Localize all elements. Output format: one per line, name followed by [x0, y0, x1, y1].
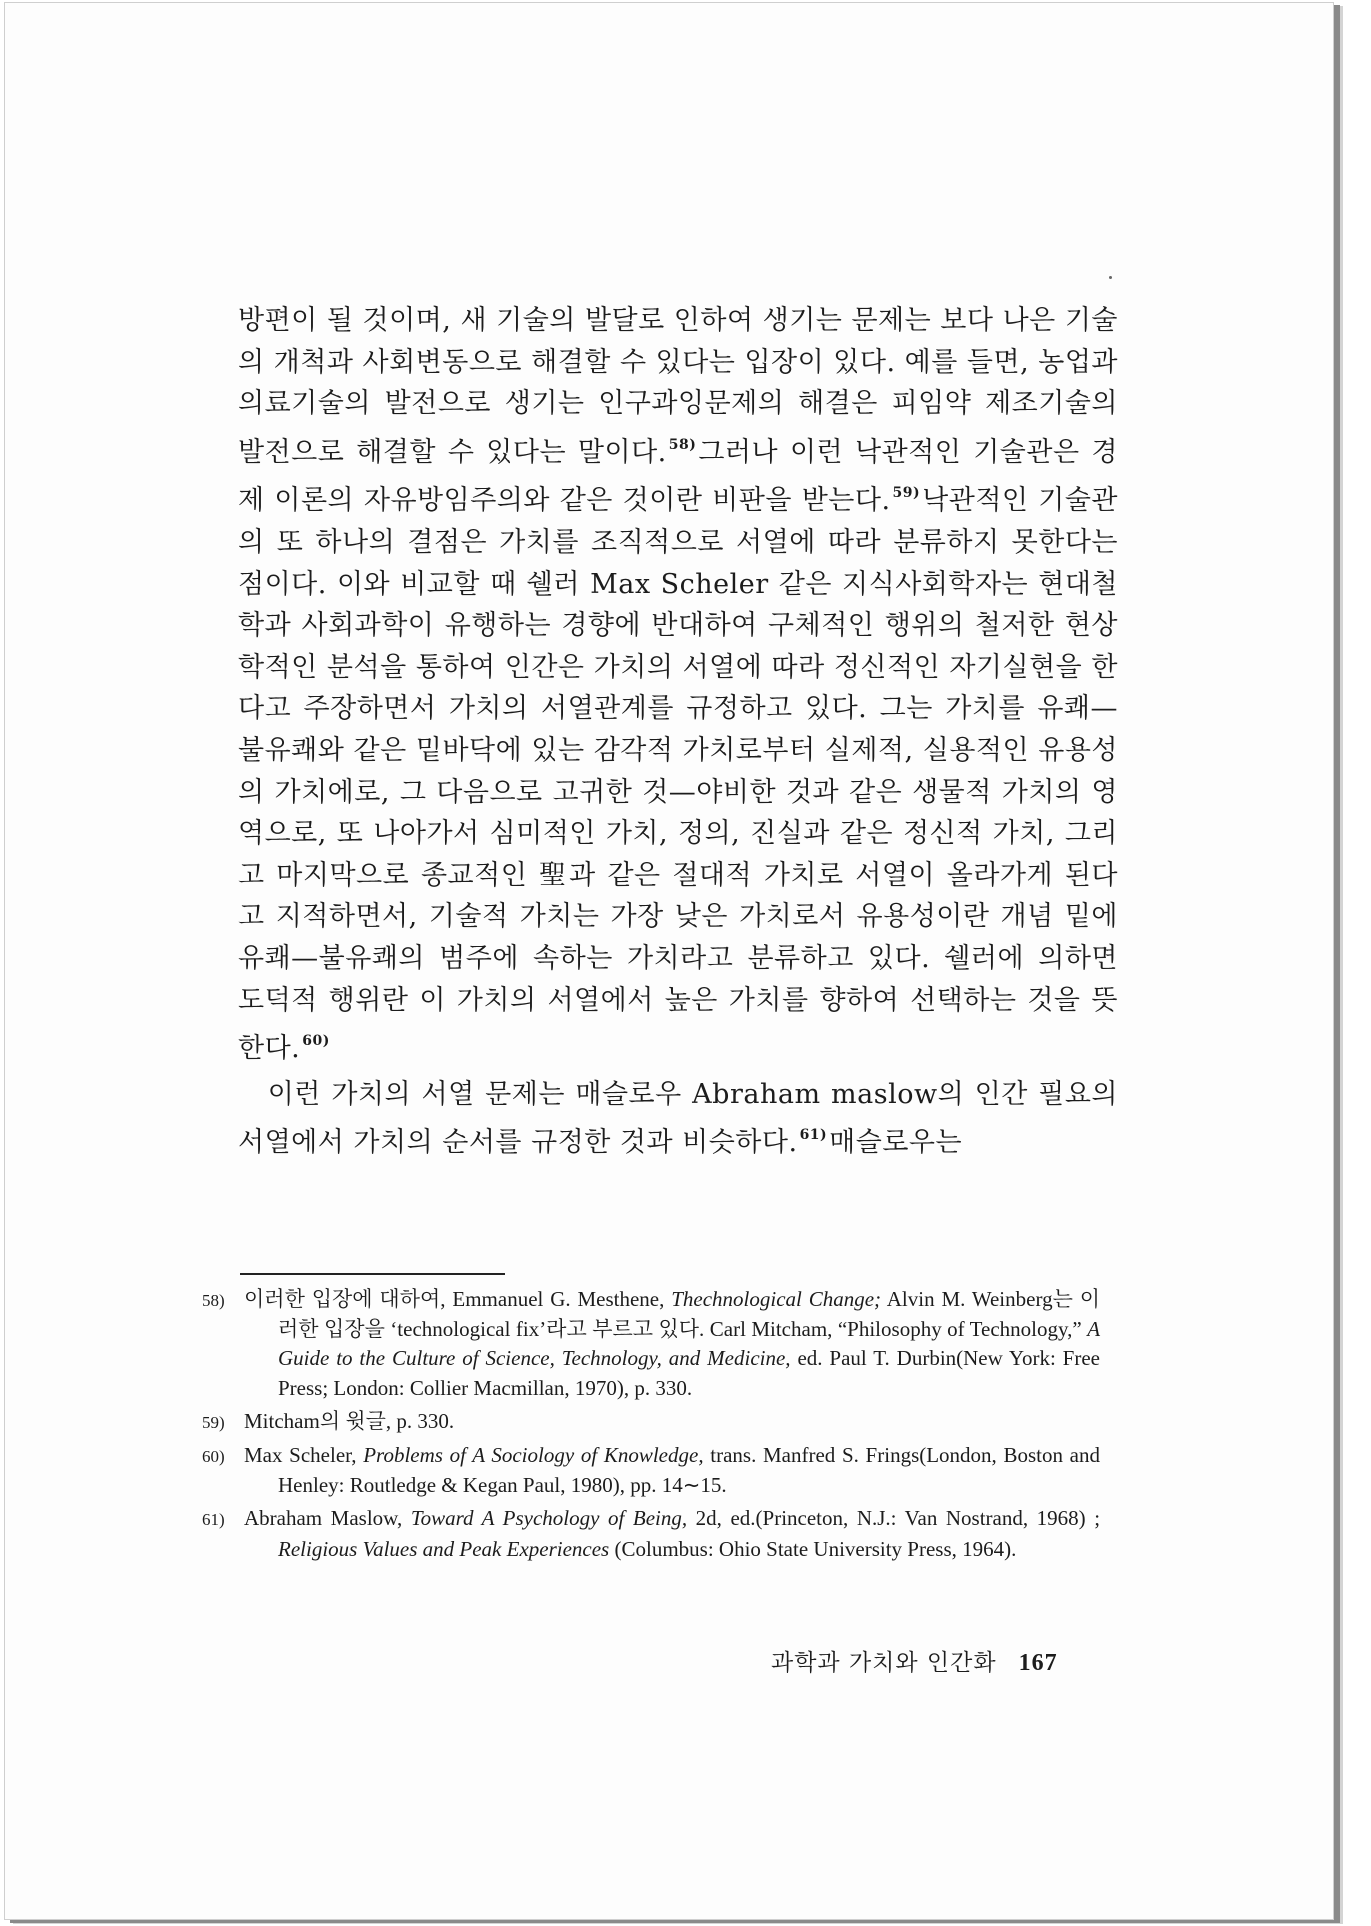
paragraph-2: 이런 가치의 서열 문제는 매슬로우 Abraham maslow의 인간 필요의 서열에서 가치의 순서를 규정한 것과 비슷하다. $^{61)}$매슬로우는 — [238, 1078, 1118, 1159]
scan-speck — [1109, 276, 1112, 279]
page-number: 167 — [1018, 1650, 1058, 1676]
body-text — [238, 300, 1118, 1164]
footnote-59: 59) Mitcham의 윗글, p. 330. — [202, 1408, 455, 1433]
footnote-ref-60[interactable]: 60) — [302, 1033, 330, 1050]
footnotes — [202, 1285, 1101, 1568]
footnote-ref-61[interactable]: 61) — [799, 1127, 828, 1144]
footnote-ref-59[interactable]: 59) — [892, 485, 921, 502]
paragraph-1: 방편이 될 것이며, 새 기술의 발달로 인하여 생기는 문제는 보다 나은 기술의 개척과 사회변동으로 해결할 수 있다는 입장이 있다. 예를 들면, 농업과 의료기술의 발전으로 생기는 인구과잉문제의 해결은 피임약 제조기술의 발전으로 해결할 수 있다는 말이다. $^{58)}$그러나 이런 낙관적인 기술관은 경제 이론의 자유방임주의와 같은 것이란 비판을 받는다. $^{59)}$낙관적인 기술관의 또 하나의 결점은 가치를 조직적으로 서열에 따라 분류하지 못한다는 점이다. 이와 비교할 때 쉘러 Max Scheler 같은 지식사회학자는 현대철학과 사회과학이 유행하는 경향에 반대하여 구체적인 행위의 철저한 현상학적인 분석을 통하여 인간은 가치의 서열에 따라 정신적인 자기실현을 한다고 주장하면서 가치의 서열관계를 규정하고 있다. 그는 가치를 유쾌—불유쾌와 같은 밑바닥에 있는 감각적 가치로부터 실제적, 실용적인 유용성의 가치에로, 그 다음으로 고귀한 것—야비한 것과 같은 생물적 가치의 영역으로, 또 나아가서 심미적인 가치, 정의, 진실과 같은 정신적 가치, 그리고 마지막으로 종교적인 聖과 같은 절대적 가치로 서열이 올라가게 된다고 지적하면서, 기술적 가치는 가장 낮은 가치로서 유용성이란 개념 밑에 유쾌—불유쾌의 범주에 속하는 가치라고 분류하고 있다. 쉘러에 의하면 도덕적 행위란 이 가치의 서열에서 높은 가치를 향하여 선택하는 것을 뜻한다. $^{60)}$ — [238, 305, 1119, 1065]
running-title: 과학과 가치와 인간화 — [771, 1650, 997, 1676]
page-footer — [771, 1644, 1058, 1677]
footnote-61: 61) Abraham Maslow, Toward A Psychology of Being, 2d, ed.(Princeton, N.J.: Van Nostrand, 1968) ; Religious Values and Peak Experiences (Columbus: Ohio State University Press, 1964). — [202, 1506, 1101, 1561]
footnote-divider — [240, 1273, 505, 1275]
footnote-58: 58) 이러한 입장에 대하여, Emmanuel G. Mesthene, Thechnological Change; Alvin M. Weinberg는 이러한 입장을 ‘technological fix’라고 부르고 있다. Carl Mitcham, “Philosophy of Technology,” A Guide to the Culture of Science, Technology, and Medicine, ed. Paul T. Durbin(New York: Free Press; London: Collier Macmillan, 1970), p. 330. — [202, 1287, 1101, 1400]
book-page — [4, 2, 1334, 1920]
footnote-60: 60) Max Scheler, Problems of A Sociology of Knowledge, trans. Manfred S. Frings(London, Boston and Henley: Routledge & Kegan Paul, 1980), pp. 14∼15. — [202, 1443, 1100, 1498]
footnote-ref-58[interactable]: 58) — [668, 436, 697, 453]
